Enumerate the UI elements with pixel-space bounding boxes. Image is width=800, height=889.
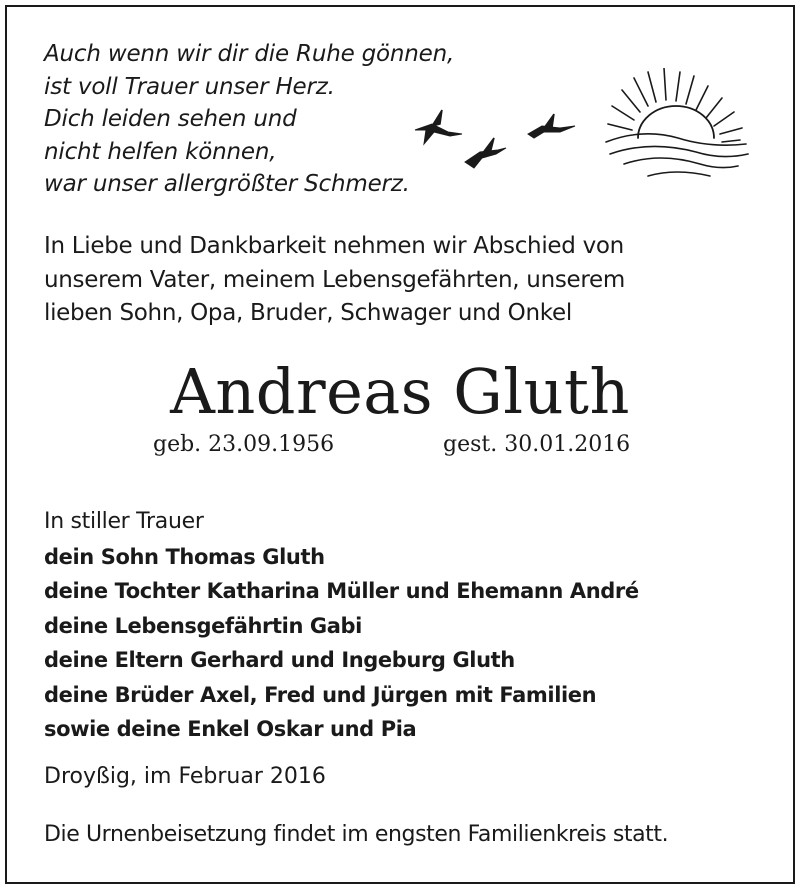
place-and-date: Droyßig, im Februar 2016 xyxy=(44,764,326,789)
mourners-list xyxy=(44,505,639,747)
birds-and-sunset-artwork xyxy=(410,68,755,188)
poem-line: nicht helfen können, xyxy=(44,138,277,165)
mourner-line: deine Eltern Gerhard und Ingeburg Gluth xyxy=(44,648,515,672)
birth-date: geb. 23.09.1956 xyxy=(153,432,335,457)
intro-line: lieben Sohn, Opa, Bruder, Schwager und Onkel xyxy=(44,300,572,326)
rising-sun-icon xyxy=(606,68,748,176)
intro-line: In Liebe und Dankbarkeit nehmen wir Abschied von xyxy=(44,233,624,259)
mourner-line: deine Tochter Katharina Müller und Ehemann André xyxy=(44,579,639,603)
death-date: gest. 30.01.2016 xyxy=(443,432,631,457)
flying-bird-icon xyxy=(415,110,462,144)
burial-note: Die Urnenbeisetzung findet im engsten Familienkreis statt. xyxy=(44,822,669,847)
poem-line: Auch wenn wir dir die Ruhe gönnen, xyxy=(44,41,455,67)
intro-line: unserem Vater, meinem Lebensgefährten, unserem xyxy=(44,266,625,293)
mourner-line: deine Lebensgefährtin Gabi xyxy=(44,613,362,638)
mourner-line: deine Brüder Axel, Fred und Jürgen mit Familien xyxy=(44,682,597,707)
deceased-name: Andreas Gluth xyxy=(170,355,630,428)
poem xyxy=(44,38,454,201)
flying-bird-icon xyxy=(528,114,575,138)
flying-bird-icon xyxy=(465,138,506,168)
mourners-heading: In stiller Trauer xyxy=(44,509,204,534)
poem-line: war unser allergrößter Schmerz. xyxy=(44,171,410,197)
intro-text xyxy=(44,230,625,331)
mourner-line: dein Sohn Thomas Gluth xyxy=(44,544,325,569)
mourner-line: sowie deine Enkel Oskar und Pia xyxy=(44,717,417,741)
poem-line: ist voll Trauer unser Herz. xyxy=(44,73,335,100)
poem-line: Dich leiden sehen und xyxy=(44,106,297,132)
